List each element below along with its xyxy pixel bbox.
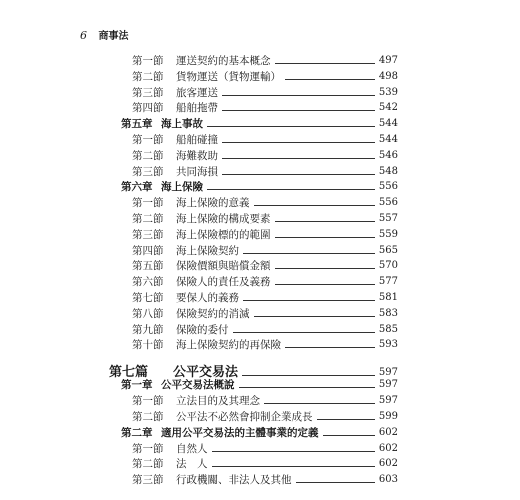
running-header <box>80 27 129 45</box>
entry-page-number: 597 <box>378 379 398 390</box>
toc-section-entry <box>132 274 398 288</box>
toc-section-entry <box>132 53 398 67</box>
entry-title: 船舶拖帶 <box>176 102 218 114</box>
entry-label <box>132 87 218 99</box>
entry-number: 第三節 <box>132 229 164 241</box>
entry-number: 第二節 <box>132 458 164 470</box>
entry-number: 第一節 <box>132 55 164 67</box>
entry-label <box>132 324 229 336</box>
entry-number: 第三節 <box>132 166 164 178</box>
entry-page-number: 603 <box>378 474 398 485</box>
leader-line <box>233 331 375 333</box>
entry-label <box>132 71 281 83</box>
leader-line <box>323 434 375 436</box>
entry-number: 第二節 <box>132 213 164 225</box>
entry-number: 第六章 <box>121 181 153 193</box>
entry-label <box>132 443 208 455</box>
toc-chapter-entry <box>121 116 398 130</box>
entry-page-number: 570 <box>378 260 398 271</box>
entry-title: 公平交易法 <box>173 365 239 380</box>
entry-page-number: 557 <box>378 213 398 224</box>
entry-number: 第二節 <box>132 150 164 162</box>
entry-number: 第八節 <box>132 308 164 320</box>
leader-line <box>285 78 375 80</box>
entry-number: 第一節 <box>132 443 164 455</box>
entry-page-number: 599 <box>378 411 398 422</box>
leader-line <box>243 299 375 301</box>
entry-title: 海上保險標的的範圍 <box>176 229 271 241</box>
entry-title: 立法目的及其理念 <box>176 395 260 407</box>
toc-section-entry <box>132 337 398 351</box>
entry-page-number: 544 <box>378 134 398 145</box>
entry-number: 第五節 <box>132 260 164 272</box>
entry-page-number: 539 <box>378 87 398 98</box>
entry-number: 第二節 <box>132 71 164 83</box>
leader-line <box>222 109 375 111</box>
entry-title: 保險人的責任及義務 <box>176 276 271 288</box>
entry-page-number: 542 <box>378 102 398 113</box>
entry-label <box>132 229 271 241</box>
entry-title: 公平法不必然會抑制企業成長 <box>176 411 313 423</box>
entry-label <box>132 55 271 67</box>
leader-line <box>212 450 375 452</box>
entry-number: 第二節 <box>132 411 164 423</box>
entry-page-number: 546 <box>378 150 398 161</box>
entry-title: 保險契約的消滅 <box>176 308 250 320</box>
toc-section-entry <box>132 132 398 146</box>
entry-page-number: 593 <box>378 339 398 350</box>
leader-line <box>242 374 375 376</box>
entry-page-number: 497 <box>378 55 398 66</box>
entry-page-number: 583 <box>378 308 398 319</box>
leader-line <box>207 188 375 190</box>
entry-title: 要保人的義務 <box>176 292 239 304</box>
book-title: 商事法 <box>98 31 129 42</box>
entry-title: 公平交易法概說 <box>161 379 235 391</box>
toc-section-entry <box>132 306 398 320</box>
entry-number: 第一節 <box>132 395 164 407</box>
entry-label <box>132 474 292 486</box>
entry-label <box>132 245 239 257</box>
entry-label <box>132 150 218 162</box>
entry-title: 海上保險的構成要素 <box>176 213 271 225</box>
entry-label <box>132 197 250 209</box>
entry-page-number: 581 <box>378 292 398 303</box>
toc-section-entry <box>132 227 398 241</box>
entry-number: 第三節 <box>132 474 164 486</box>
leader-line <box>222 157 375 159</box>
toc-chapter-entry <box>121 377 398 391</box>
entry-label <box>132 166 218 178</box>
leader-line <box>275 62 375 64</box>
entry-title: 海上保險契約的再保險 <box>176 339 281 351</box>
entry-label <box>132 308 250 320</box>
entry-page-number: 565 <box>378 245 398 256</box>
entry-title: 法 人 <box>176 458 208 470</box>
leader-line <box>222 141 375 143</box>
entry-number: 第三節 <box>132 87 164 99</box>
toc-section-entry <box>132 164 398 178</box>
entry-number: 第一節 <box>132 197 164 209</box>
entry-page-number: 559 <box>378 229 398 240</box>
entry-number: 第一節 <box>132 134 164 146</box>
entry-title: 海上保險契約 <box>176 245 239 257</box>
entry-number: 第二章 <box>121 427 153 439</box>
toc-section-entry <box>132 243 398 257</box>
entry-page-number: 602 <box>378 427 398 438</box>
leader-line <box>254 315 375 317</box>
entry-label <box>132 276 271 288</box>
entry-label <box>132 213 271 225</box>
leader-line <box>275 267 375 269</box>
entry-title: 海上保險的意義 <box>176 197 250 209</box>
entry-label <box>121 181 203 193</box>
leader-line <box>254 204 375 206</box>
entry-title: 共同海損 <box>176 166 218 178</box>
entry-title: 保險價額與賠償金額 <box>176 260 271 272</box>
toc-section-entry <box>132 290 398 304</box>
entry-page-number: 577 <box>378 276 398 287</box>
leader-line <box>239 386 375 388</box>
entry-label <box>132 339 281 351</box>
toc-section-entry <box>132 211 398 225</box>
entry-number: 第六節 <box>132 276 164 288</box>
leader-line <box>222 94 375 96</box>
entry-label <box>132 134 218 146</box>
entry-title: 海上保險 <box>161 181 203 193</box>
entry-page-number: 602 <box>378 443 398 454</box>
entry-label <box>132 102 218 114</box>
entry-label <box>132 260 271 272</box>
toc-section-entry <box>132 69 398 83</box>
entry-number: 第五章 <box>121 118 153 130</box>
entry-title: 船舶碰撞 <box>176 134 218 146</box>
toc-section-entry <box>132 85 398 99</box>
leader-line <box>285 346 375 348</box>
entry-title: 海難救助 <box>176 150 218 162</box>
toc-section-entry <box>132 472 398 486</box>
entry-label <box>132 458 208 470</box>
entry-number: 第四節 <box>132 102 164 114</box>
entry-title: 運送契約的基本概念 <box>176 55 271 67</box>
entry-title: 自然人 <box>176 443 208 455</box>
entry-page-number: 585 <box>378 324 398 335</box>
entry-title: 海上事故 <box>161 118 203 130</box>
entry-number: 第一章 <box>121 379 153 391</box>
entry-page-number: 498 <box>378 71 398 82</box>
entry-number: 第七篇 <box>109 365 149 380</box>
toc-section-entry <box>132 456 398 470</box>
entry-page-number: 556 <box>378 197 398 208</box>
leader-line <box>317 418 375 420</box>
leader-line <box>275 283 375 285</box>
page-number: 6 <box>80 29 87 42</box>
entry-page-number: 544 <box>378 118 398 129</box>
entry-page-number: 602 <box>378 458 398 469</box>
entry-page-number: 597 <box>378 395 398 406</box>
entry-title: 適用公平交易法的主體事業的定義 <box>161 427 319 439</box>
toc-section-entry <box>132 322 398 336</box>
entry-label <box>121 379 235 391</box>
leader-line <box>207 125 375 127</box>
entry-page-number: 597 <box>378 367 398 378</box>
leader-line <box>264 402 375 404</box>
entry-label <box>121 118 203 130</box>
toc-chapter-entry <box>121 179 398 193</box>
entry-label <box>132 395 260 407</box>
entry-number: 第四節 <box>132 245 164 257</box>
leader-line <box>296 481 375 483</box>
entry-number: 第十節 <box>132 339 164 351</box>
entry-page-number: 548 <box>378 166 398 177</box>
toc-section-entry <box>132 148 398 162</box>
entry-number: 第七節 <box>132 292 164 304</box>
entry-label <box>132 411 313 423</box>
leader-line <box>275 236 375 238</box>
toc-section-entry <box>132 441 398 455</box>
toc-chapter-entry <box>121 425 398 439</box>
toc-section-entry <box>132 258 398 272</box>
entry-number: 第九節 <box>132 324 164 336</box>
entry-label <box>121 427 319 439</box>
entry-title: 行政機關、非法人及其他 <box>176 474 292 486</box>
toc-section-entry <box>132 409 398 423</box>
leader-line <box>243 252 375 254</box>
leader-line <box>222 173 375 175</box>
entry-title: 保險的委付 <box>176 324 229 336</box>
leader-line <box>275 220 375 222</box>
entry-title: 旅客運送 <box>176 87 218 99</box>
entry-label <box>132 292 239 304</box>
toc-section-entry <box>132 393 398 407</box>
entry-page-number: 556 <box>378 181 398 192</box>
entry-title: 貨物運送（貨物運輸） <box>176 71 281 83</box>
toc-section-entry <box>132 195 398 209</box>
leader-line <box>212 465 375 467</box>
toc-section-entry <box>132 100 398 114</box>
